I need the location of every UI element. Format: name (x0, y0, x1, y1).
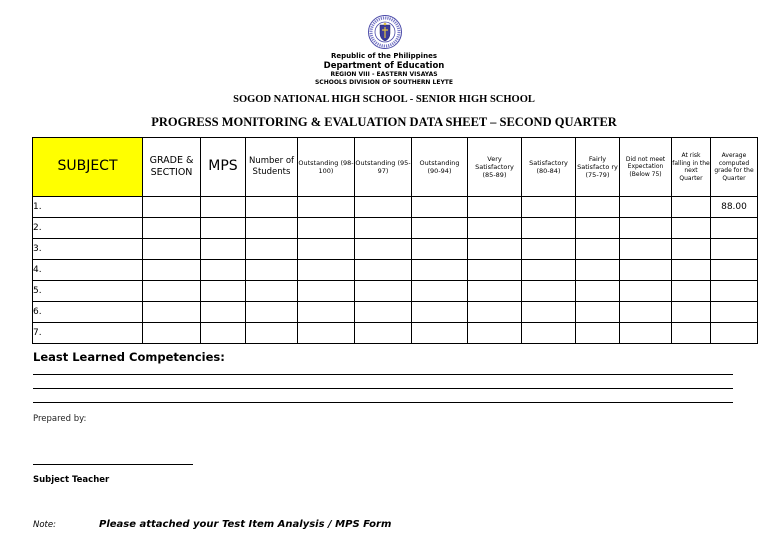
cell[interactable] (620, 323, 672, 344)
header-fairly-satisfactory: Fairly Satisfacto ry (75-79) (576, 138, 620, 197)
average-cell[interactable] (711, 281, 758, 302)
cell[interactable] (412, 323, 468, 344)
row-number: 2. (33, 218, 143, 239)
cell[interactable] (620, 281, 672, 302)
cell[interactable] (576, 302, 620, 323)
cell[interactable] (298, 260, 355, 281)
cell[interactable] (298, 302, 355, 323)
least-learned-label: Least Learned Competencies: (33, 350, 225, 364)
cell[interactable] (355, 323, 412, 344)
cell[interactable] (412, 239, 468, 260)
division-line: SCHOOLS DIVISION OF SOUTHERN LEYTE (314, 79, 454, 86)
cell[interactable] (143, 281, 201, 302)
header-outstanding-98-100: Outstanding (98-100) (298, 138, 355, 197)
table-row (33, 197, 758, 218)
note-text: Please attached your Test Item Analysis / MPS Form (99, 519, 392, 530)
cell[interactable] (672, 260, 711, 281)
cell[interactable] (672, 281, 711, 302)
cell[interactable] (576, 218, 620, 239)
cell[interactable] (246, 197, 298, 218)
row-number: 7. (33, 323, 143, 344)
header-outstanding-95-97: Outstanding (95-97) (355, 138, 412, 197)
cell[interactable] (143, 323, 201, 344)
table-header-row (33, 138, 758, 197)
cell[interactable] (576, 197, 620, 218)
cell[interactable] (355, 239, 412, 260)
cell[interactable] (143, 197, 201, 218)
monitoring-table (32, 137, 758, 344)
average-cell[interactable] (711, 323, 758, 344)
cell[interactable] (576, 281, 620, 302)
cell[interactable] (672, 197, 711, 218)
cell[interactable] (246, 302, 298, 323)
cell[interactable] (201, 281, 246, 302)
header-at-risk: At risk falling in the next Quarter (672, 138, 711, 197)
cell[interactable] (355, 218, 412, 239)
cell[interactable] (522, 281, 576, 302)
cell[interactable] (468, 323, 522, 344)
row-number: 5. (33, 281, 143, 302)
school-name: SOGOD NATIONAL HIGH SCHOOL - SENIOR HIGH SCHOOL (233, 94, 535, 105)
writing-line (33, 402, 733, 403)
cell[interactable] (298, 197, 355, 218)
cell[interactable] (576, 239, 620, 260)
cell[interactable] (522, 323, 576, 344)
cell[interactable] (201, 197, 246, 218)
average-cell[interactable] (711, 260, 758, 281)
cell[interactable] (412, 281, 468, 302)
cell[interactable] (672, 239, 711, 260)
average-cell[interactable]: 88.00 (711, 197, 758, 218)
region-line: REGION VIII - EASTERN VISAYAS (330, 71, 438, 78)
department-line: Department of Education (323, 61, 445, 71)
row-number: 1. (33, 197, 143, 218)
cell[interactable] (468, 218, 522, 239)
cell[interactable] (620, 302, 672, 323)
cell[interactable] (246, 323, 298, 344)
table-row (33, 323, 758, 344)
header-outstanding-90-94: Outstanding (90-94) (412, 138, 468, 197)
cell[interactable] (355, 197, 412, 218)
table-row (33, 302, 758, 323)
cell[interactable] (298, 218, 355, 239)
cell[interactable] (576, 260, 620, 281)
cell[interactable] (246, 281, 298, 302)
cell[interactable] (522, 302, 576, 323)
cell[interactable] (468, 239, 522, 260)
cell[interactable] (412, 218, 468, 239)
cell[interactable] (246, 260, 298, 281)
cell[interactable] (522, 260, 576, 281)
row-number: 3. (33, 239, 143, 260)
cell[interactable] (298, 239, 355, 260)
cell[interactable] (201, 302, 246, 323)
cell[interactable] (246, 218, 298, 239)
cell[interactable] (143, 302, 201, 323)
cell[interactable] (468, 302, 522, 323)
cell[interactable] (355, 302, 412, 323)
average-cell[interactable] (711, 218, 758, 239)
cell[interactable] (468, 260, 522, 281)
table-row (33, 281, 758, 302)
cell[interactable] (620, 239, 672, 260)
deped-seal-icon (368, 15, 402, 49)
cell[interactable] (620, 197, 672, 218)
row-number: 6. (33, 302, 143, 323)
republic-line: Republic of the Philippines (331, 52, 437, 60)
cell[interactable] (672, 218, 711, 239)
cell[interactable] (355, 260, 412, 281)
sheet-title: PROGRESS MONITORING & EVALUATION DATA SHEET – SECOND QUARTER (151, 115, 617, 129)
cell[interactable] (672, 323, 711, 344)
cell[interactable] (355, 281, 412, 302)
cell[interactable] (672, 302, 711, 323)
cell[interactable] (246, 239, 298, 260)
row-number: 4. (33, 260, 143, 281)
cell[interactable] (298, 281, 355, 302)
header-satisfactory: Satisfactory (80-84) (522, 138, 576, 197)
average-cell[interactable] (711, 239, 758, 260)
header-grade-section: GRADE & SECTION (143, 138, 201, 197)
header-mps: MPS (201, 138, 246, 197)
cell[interactable] (522, 197, 576, 218)
cell[interactable] (576, 323, 620, 344)
cell[interactable] (143, 260, 201, 281)
cell[interactable] (143, 218, 201, 239)
table-row (33, 218, 758, 239)
cell[interactable] (143, 239, 201, 260)
cell[interactable] (412, 197, 468, 218)
cell[interactable] (201, 239, 246, 260)
cell[interactable] (468, 197, 522, 218)
cell[interactable] (201, 323, 246, 344)
cell[interactable] (620, 260, 672, 281)
signature-line (33, 464, 193, 465)
table-row (33, 260, 758, 281)
cell[interactable] (522, 239, 576, 260)
header-average-grade: Average computed grade for the Quarter (711, 138, 758, 197)
header-number-of-students: Number of Students (246, 138, 298, 197)
cell[interactable] (412, 260, 468, 281)
cell[interactable] (468, 281, 522, 302)
average-cell[interactable] (711, 302, 758, 323)
writing-line (33, 388, 733, 389)
prepared-by-label: Prepared by: (33, 414, 87, 424)
cell[interactable] (522, 218, 576, 239)
header-did-not-meet: Did not meet Expectation (Below 75) (620, 138, 672, 197)
table-row (33, 239, 758, 260)
cell[interactable] (298, 323, 355, 344)
cell[interactable] (620, 218, 672, 239)
writing-line (33, 374, 733, 375)
header-subject: SUBJECT (33, 138, 143, 197)
note-label: Note: (33, 520, 56, 530)
header-very-satisfactory: Very Satisfactory (85-89) (468, 138, 522, 197)
cell[interactable] (201, 260, 246, 281)
cell[interactable] (201, 218, 246, 239)
subject-teacher-label: Subject Teacher (33, 475, 110, 485)
cell[interactable] (412, 302, 468, 323)
